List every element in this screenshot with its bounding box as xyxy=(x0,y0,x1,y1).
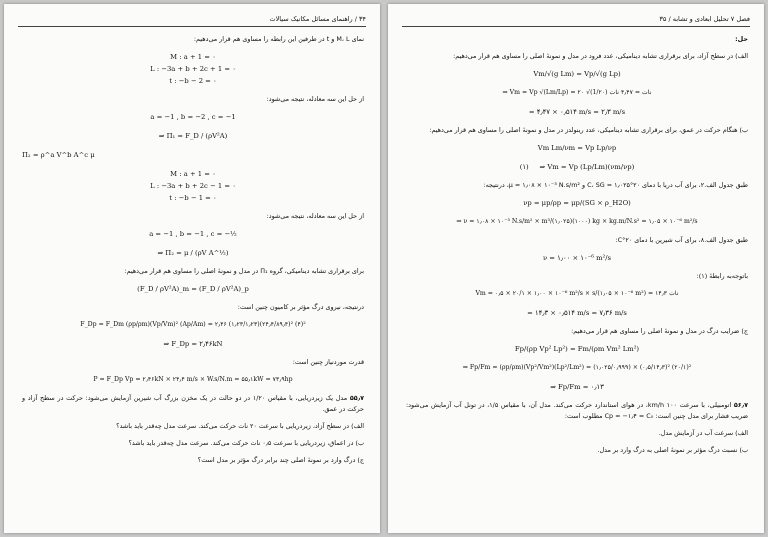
problem-part-a: الف) سرعت آب در آزمایش مدل. xyxy=(658,429,748,437)
equation-line: L : −3a + b + 2c − 1 = ۰ xyxy=(150,182,236,190)
model-speed-result: = ۴٫۴۷ × ۰٫۵۱۴ m/s = ۲٫۳ m/s xyxy=(528,108,626,116)
equation-system-1 xyxy=(22,51,364,87)
equation-number: (۱) xyxy=(519,163,529,171)
viscosity-equation: νp = μp/ρp = μp/(SG × ρ_H2O) xyxy=(523,199,631,207)
relation-result: = ۱۴٫۳ × ۰٫۵۱۴ m/s = ۷٫۳۶ m/s xyxy=(527,309,627,317)
equation-body: ⇒ Vm = Vp (Lp/Lm)(νm/νp) xyxy=(539,163,635,171)
pi2-definition: Π₂ = ρ^a V^b A^c μ xyxy=(22,151,95,159)
drag-ratio-equation: ⇒ Fp/Fm = (ρp/ρm)(Vp²/Vm²)(Lp²/Lm²) = (۱٫۰۲۵/۰٫۹۹۹) × (۰٫۵/۱۴٫۳)² (۲۰/۱)² xyxy=(462,364,692,371)
equation-line: t : −b − 2 = ۰ xyxy=(169,77,217,85)
viscosity-result: ⇒ ν = ۱٫۰۸ × ۱۰⁻³ N.s/m² × m³/(۱٫۰۲۵)(۱۰۰۰) kg × kg.m/N.s² = ۱٫۰۵ × ۱۰⁻⁶ m²/s xyxy=(456,218,698,225)
equation-line: M : a + 1 = ۰ xyxy=(170,53,216,61)
solve-text: از حل این سه معادله، نتیجه می‌شود: xyxy=(266,212,364,220)
drag-equation: F_Dp = F_Dm (ρp/ρm)(Vp/Vm)² (Ap/Am) = ۲٫۴۶ (۱٫۲۳/۱٫۲۳)(۲۴٫۴/۸۹٫۴)² (۴)² xyxy=(80,321,306,328)
solution-2: a = −1 , b = −1 , c = −½ xyxy=(149,230,237,238)
header-title: ۳۴ / راهنمای مسائل مکانیک سیالات xyxy=(269,15,366,23)
reynolds-speed-equation xyxy=(406,161,748,173)
drag-coefficient-equation: Fp/(ρp Vp² Lp²) = Fm/(ρm Vm² Lm²) xyxy=(514,345,640,353)
solve-text: از حل این سه معادله، نتیجه می‌شود: xyxy=(266,95,364,103)
page-body xyxy=(22,34,364,525)
part-b-text: ب) هنگام حرکت در عمق، برای برقراری تشابه دینامیکی، عدد رینولدز در مدل و نمونهٔ اصلی را مساوی هم قرار می‌دهیم: xyxy=(429,126,748,134)
problem-number: ۵۵٫۷ xyxy=(349,394,364,402)
problem-part-c: ج) درگ وارد بر نمونهٔ اصلی چند برابر درگ مؤثر بر مدل است؟ xyxy=(197,456,364,464)
similarity-equation: (F_D / ρV²A)_m = (F_D / ρV²A)_p xyxy=(137,285,249,293)
relation-equation: Vm = ۰٫۵ × ۲۰/۱ × ۱٫۰۰ × ۱۰⁻⁶ m²/s × s/(۱٫۰۵ × ۱۰⁻⁶ m²) = ۱۴٫۳ نات xyxy=(475,290,679,297)
problem-part-b: ب) نسبت درگ مؤثر بر نمونهٔ اصلی به درگ وارد بر مدل. xyxy=(597,446,748,454)
table-reference-text-2: طبق جدول الف.۸، برای آب شیرین با دمای ۲۰°C: xyxy=(615,236,748,244)
model-speed-equation: ⇒ Vm = Vp √(Lm/Lp) = ۲۰ √(1/۲۰) نات = ۴٫۴۷ نات xyxy=(502,89,652,96)
header-title: فصل ۷ تحلیل ابعادی و تشابه / ۳۵ xyxy=(659,15,750,23)
power-equation: P = F_Dp Vp = ۲٫۴۶kN × ۲۴٫۴ m/s × W.s/N.m = ۵۵٫۱kW = ۷۳٫۹hp xyxy=(93,376,293,383)
drag-text: درنتیجه، نیروی درگ مؤثر بر کامیون چنین است: xyxy=(237,303,364,311)
drag-ratio-result: ⇒ Fp/Fm = ۰٫۱۳ xyxy=(550,383,604,391)
drag-result: ⇒ F_Dp = ۲٫۴۶kN xyxy=(163,340,223,348)
solution-label-text: حل: xyxy=(735,35,748,43)
equation-line: L : −3a + b + 2c + 1 = ۰ xyxy=(150,65,236,73)
problem-part-a: الف) در سطح آزاد، زیردریایی با سرعت ۲۰ نات حرکت می‌کند. سرعت مدل چه‌قدر باید باشد؟ xyxy=(116,422,364,430)
page-right xyxy=(388,4,764,533)
similarity-text: برای برقراری تشابه دینامیکی، گروه Π₁ در مدل و نمونهٔ اصلی را مساوی هم قرار می‌دهیم: xyxy=(124,267,364,275)
page-header xyxy=(18,14,366,27)
problem-statement xyxy=(22,393,364,415)
equation-system-2 xyxy=(22,168,364,204)
freshwater-viscosity: ν = ۱٫۰۰ × ۱۰⁻⁶ m²/s xyxy=(542,254,612,262)
page-header xyxy=(402,14,750,27)
equation-line: M : a + 1 = ۰ xyxy=(170,170,216,178)
pi2-equation: ⇒ Π₂ = μ / (ρV A^½) xyxy=(157,249,229,257)
pi1-equation: ⇒ Π₁ = F_D / (ρV²A) xyxy=(158,132,228,140)
froude-equation: Vm/√(g Lm) = Vp/√(g Lp) xyxy=(533,70,621,78)
intro-text: نمای M، L و t در طرفین این رابطه را مساوی هم قرار می‌دهیم: xyxy=(193,35,364,43)
table-reference-text: طبق جدول الف.۲، برای آب دریا با دمای ۲۰°C، SG = ۱٫۰۲۵ و μ = ۱٫۰۸ × ۱۰⁻³ N.s/m²، درنتیجه: xyxy=(483,181,748,189)
solution-label xyxy=(406,34,748,45)
part-c-text: ج) ضرایب درگ در مدل و نمونهٔ اصلی را مساوی هم قرار می‌دهیم: xyxy=(571,327,748,335)
relation-text: باتوجه‌به رابطهٔ (۱): xyxy=(696,272,748,280)
solution-1: a = −1 , b = −2 , c = −1 xyxy=(150,113,236,121)
page-body xyxy=(406,34,748,525)
equation-line: t : −b − 1 = ۰ xyxy=(169,194,217,202)
reynolds-equation: Vm Lm/νm = Vp Lp/νp xyxy=(537,144,617,152)
problem-text: مدل یک زیردریایی، با مقیاس ۱/۲۰ در دو حالت در یک مخزن بزرگ آب شیرین آزمایش می‌شود: حرکت در سطح آزاد و حرکت در عمق. xyxy=(22,394,364,413)
problem-number: ۵۶٫۷ xyxy=(733,401,748,409)
problem-statement xyxy=(406,400,748,422)
problem-part-b: ب) در اعماق، زیردریایی با سرعت ۰٫۵ نات حرکت می‌کند. سرعت مدل چه‌قدر باید باشد؟ xyxy=(128,439,364,447)
power-text: قدرت موردنیاز چنین است: xyxy=(292,358,364,366)
part-a-text: الف) در سطح آزاد، برای برقراری تشابه دینامیکی، عدد فرود در مدل و نمونهٔ اصلی را مساوی هم قرار می‌دهیم: xyxy=(453,52,748,60)
page-left xyxy=(4,4,380,533)
problem-text: اتومبیلی، با سرعت ۱۰۰ km/h، در هوای استاندارد حرکت می‌کند. مدل آن، با مقیاس ۱/۵، در تونل آب آزمایش می‌شود: ضریب فشار برای مدل چنین است: Cp = −۱٫۴ = C₀ مطلوب است: xyxy=(406,401,748,420)
